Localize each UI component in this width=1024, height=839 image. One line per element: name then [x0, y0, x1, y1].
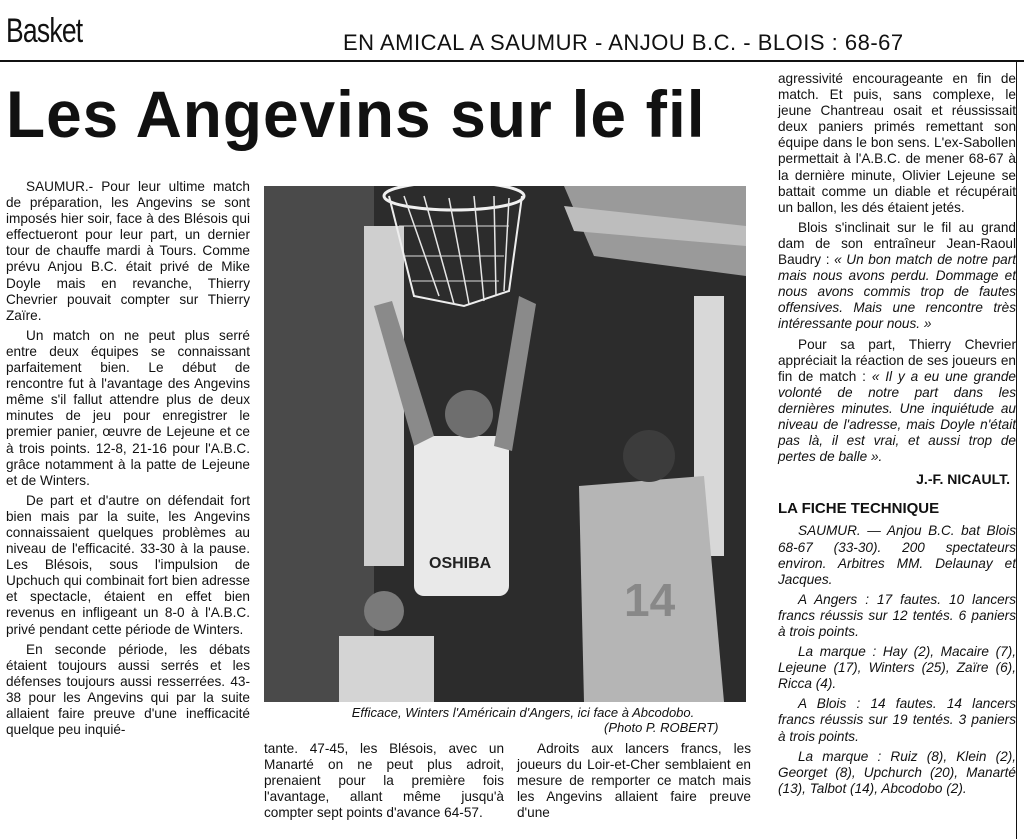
paragraph-intro: Pour sa part, Thierry Chevrier appréciait la réaction de ses joueurs en fin de match :	[778, 336, 1016, 384]
fiche-title: LA FICHE TECHNIQUE	[778, 500, 940, 518]
fiche-line: A Angers : 17 fautes. 10 lancers francs réussis sur 12 tentés. 6 paniers à trois points.	[778, 591, 1016, 639]
coach-quote: « Un bon match de notre part mais nous avons perdu. Dommage et nous avons commis trop de fautes offensives. Mais une rencontre très intéressante pour nous. »	[778, 252, 1016, 332]
paragraph: SAUMUR.- Pour leur ultime match de préparation, les Angevins se sont imposés hier soir, face à des Blésois qui effectueront pour leur part, un dernier tour de chauffe mardi à Tours. Comme prévu Anjou B.C. était privé de Mike Doyle mais en revanche, Thierry Chevrier pouvait compter sur Thierry Zaïre.	[6, 179, 250, 323]
column-divider	[1016, 62, 1017, 839]
section-rubric: Basket	[6, 12, 83, 50]
header-rule	[0, 60, 1024, 62]
coach-quote: « Il y a eu une grande volonté de notre part dans les dernières minutes. Une inquiétude au niveau de l'adresse, mais Doyle n'était pas là, il est vrai, et aussi trop de pertes de balle ».	[778, 368, 1016, 465]
article-kicker: EN AMICAL A SAUMUR - ANJOU B.C. - BLOIS : 68-67	[343, 30, 904, 55]
photo-caption: Efficace, Winters l'Américain d'Angers, ici face à Abcodobo.	[351, 705, 695, 720]
article-column-1	[6, 179, 250, 742]
jersey-text: OSHIBA	[429, 555, 492, 572]
article-column-3	[517, 741, 751, 825]
fiche-line: La marque : Hay (2), Macaire (7), Lejeune (17), Winters (25), Zaïre (6), Ricca (4).	[778, 644, 1016, 692]
article-column-2	[264, 741, 504, 825]
photo-credit: (Photo P. ROBERT)	[604, 720, 719, 735]
byline: J.-F. NICAULT.	[916, 471, 1010, 488]
fiche-line: La marque : Ruiz (8), Klein (2), Georget (8), Upchurch (20), Manarté (13), Talbot (14), Abcodobo (2).	[778, 748, 1016, 796]
paragraph	[778, 337, 1016, 466]
fiche-technique	[778, 523, 1016, 797]
headline: Les Angevins sur le fil	[6, 77, 706, 151]
paragraph: agressivité encourageante en fin de match. Et puis, sans complexe, le jeune Chantreau osait et réussissait deux paniers primés remettant son équipe dans le bon sens. L'ex-Sabollen permettait à l'A.B.C. de mener 68-67 à la dernière minute, Olivier Lejeune se battait comme un diable et récupérait un ballon, les dés étaient jetés.	[778, 71, 1016, 215]
basketball-photo	[264, 186, 746, 702]
paragraph: En seconde période, les débats étaient toujours aussi serrés et les défenses toujours aussi resserrées. 43-38 pour les Angevins qui par la suite allaient faire preuve d'une inefficacité quelque peu inquié-	[6, 641, 250, 738]
paragraph: De part et d'autre on défendait fort bien mais par la suite, les Angevins connaissaient quelques problèmes au niveau de l'efficacité. 33-30 à la pause. Les Blésois, sous l'impulsion de Upchuch qui combinait fort bien adresse et spectacle, étaient en effet bien revenus en infligeant un 8-0 à l'A.B.C. privé pendant cette période de Winters.	[6, 492, 250, 637]
paragraph: Un match on ne peut plus serré entre deux équipes se connaissant parfaitement bien. Le début de rencontre fut à l'avantage des Angevins même s'il fallut attendre plus de deux minutes de jeu pour enregistrer le premier panier, œuvre de Lejeune et ce à trois points. 12-8, 21-16 pour l'A.B.C. grâce notamment à la patte de Lejeune et de Winters.	[6, 327, 250, 488]
article-column-4	[778, 71, 1016, 801]
fiche-line: A Blois : 14 fautes. 14 lancers francs réussis sur 19 tentés. 3 paniers à trois points.	[778, 696, 1016, 744]
paragraph	[778, 220, 1016, 333]
photo-illustration	[264, 186, 746, 702]
paragraph-intro: Blois s'inclinait sur le fil au grand dam de son entraîneur Jean-Raoul Baudry :	[778, 219, 1016, 268]
paragraph: tante. 47-45, les Blésois, avec un Manarté on ne peut plus adroit, prenaient pour la première fois l'avantage, allant même jusqu'à compter sept points d'avance 64-57.	[264, 741, 504, 821]
paragraph: Adroits aux lancers francs, les joueurs du Loir-et-Cher semblaient en mesure de remporter ce match mais les Angevins allaient faire preuve d'une	[517, 741, 751, 821]
jersey-number: 14	[624, 574, 676, 626]
fiche-line: SAUMUR. — Anjou B.C. bat Blois 68-67 (33-30). 200 spectateurs environ. Arbitres MM. Delaunay et Jacques.	[778, 523, 1016, 587]
